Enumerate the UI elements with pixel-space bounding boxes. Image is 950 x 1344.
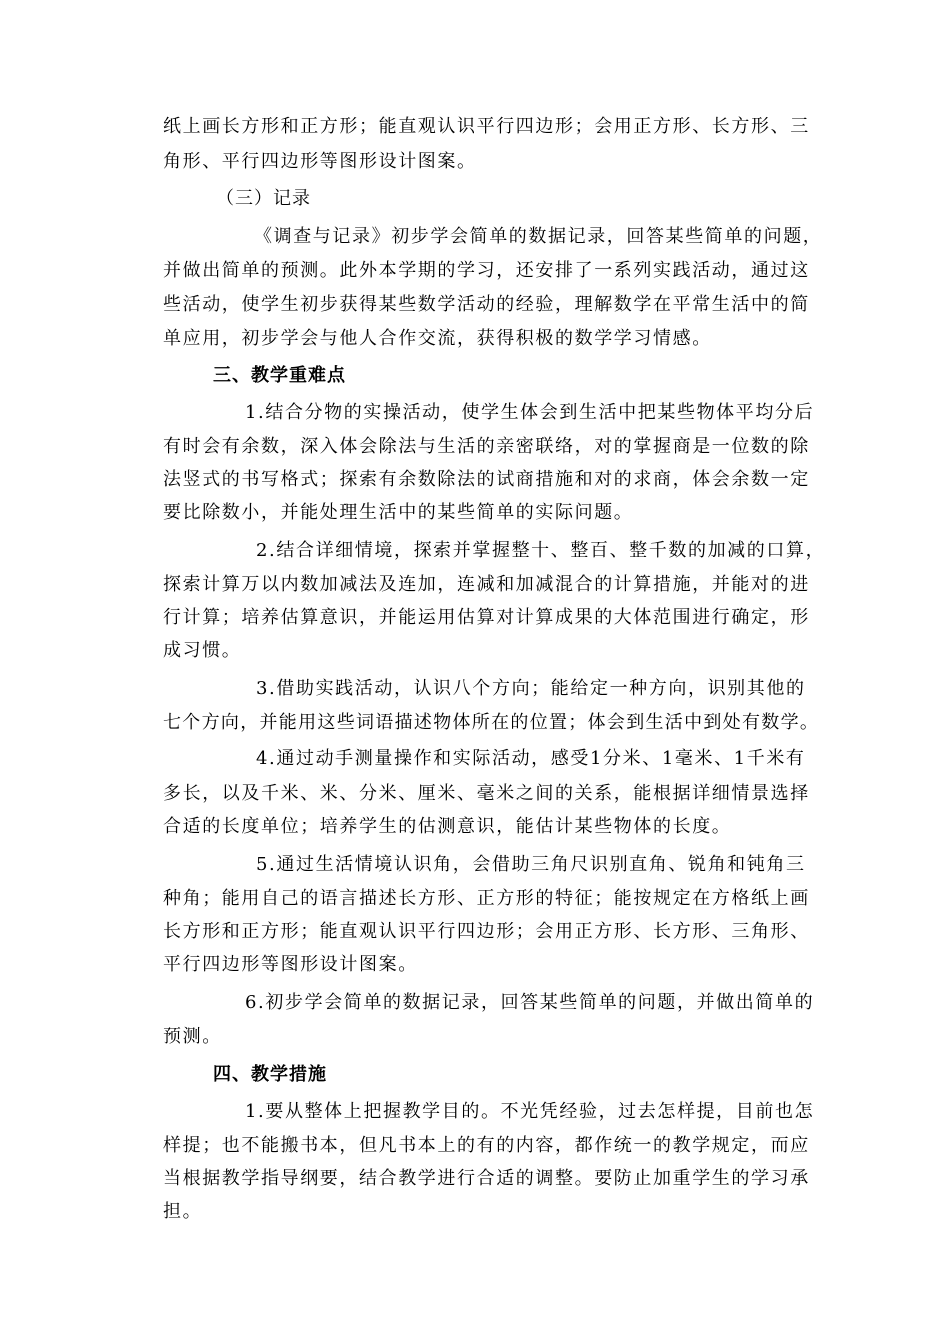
list-item-line: 4.通过动手测量操作和实际活动，感受1分米、1毫米、1千米有 [256,748,806,769]
subsection-title: （三）记录 [216,188,311,209]
list-item-line: 样提；也不能搬书本，但凡书本上的有的内容，都作统一的教学规定，而应 [163,1135,810,1156]
list-item-line: 成习惯。 [163,640,242,661]
paragraph-line: 些活动，使学生初步获得某些数学活动的经验，理解数学在平常生活中的简 [163,294,810,315]
list-item-line: 种角；能用自己的语言描述长方形、正方形的特征；能按规定在方格纸上画 [163,888,810,909]
list-item-line: 6.初步学会简单的数据记录，回答某些简单的问题，并做出简单的 [245,992,815,1013]
paragraph-line: 纸上画长方形和正方形；能直观认识平行四边形；会用正方形、长方形、三 [163,116,810,137]
paragraph-line: 并做出简单的预测。此外本学期的学习，还安排了一系列实践活动，通过这 [163,260,810,281]
list-item-line: 1.要从整体上把握教学目的。不光凭经验，过去怎样提，目前也怎 [245,1101,815,1122]
list-item-line: 平行四边形等图形设计图案。 [163,954,418,975]
list-item-line: 行计算；培养估算意识，并能运用估算对计算成果的大体范围进行确定，形 [163,607,810,628]
section-heading: 四、教学措施 [213,1064,327,1085]
list-item-line: 5.通过生活情境认识角，会借助三角尺识别直角、锐角和钝角三 [256,854,806,875]
list-item-line: 有时会有余数，深入体会除法与生活的亲密联络，对的掌握商是一位数的除 [163,436,810,457]
list-item-line: 探索计算万以内数加减法及连加，连减和加减混合的计算措施，并能对的进 [163,574,810,595]
paragraph-line: 《调查与记录》初步学会简单的数据记录，回答某些简单的问题， [254,226,823,247]
list-item-line: 当根据教学指导纲要，结合教学进行合适的调整。要防止加重学生的学习承 [163,1168,810,1189]
list-item-line: 2.结合详细情境，探索并掌握整十、整百、整千数的加减的口算， [256,540,826,561]
list-item-line: 多长，以及千米、米、分米、厘米、毫米之间的关系，能根据详细情景选择 [163,783,810,804]
list-item-line: 3.借助实践活动，认识八个方向；能给定一种方向，识别其他的 [256,678,806,699]
paragraph-line: 角形、平行四边形等图形设计图案。 [163,151,477,172]
section-heading: 三、教学重难点 [213,365,346,386]
list-item-line: 1.结合分物的实操活动，使学生体会到生活中把某些物体平均分后 [245,402,815,423]
list-item-line: 长方形和正方形；能直观认识平行四边形；会用正方形、长方形、三角形、 [163,921,810,942]
list-item-line: 预测。 [163,1026,222,1047]
paragraph-line: 单应用，初步学会与他人合作交流，获得积极的数学学习情感。 [163,328,712,349]
list-item-line: 要比除数小，并能处理生活中的某些简单的实际问题。 [163,502,634,523]
list-item-line: 担。 [163,1201,203,1222]
list-item-line: 合适的长度单位；培养学生的估测意识，能估计某些物体的长度。 [163,816,732,837]
list-item-line: 法竖式的书写格式；探索有余数除法的试商措施和对的求商，体会余数一定 [163,469,810,490]
list-item-line: 七个方向，并能用这些词语描述物体所在的位置；体会到生活中到处有数学。 [163,712,820,733]
